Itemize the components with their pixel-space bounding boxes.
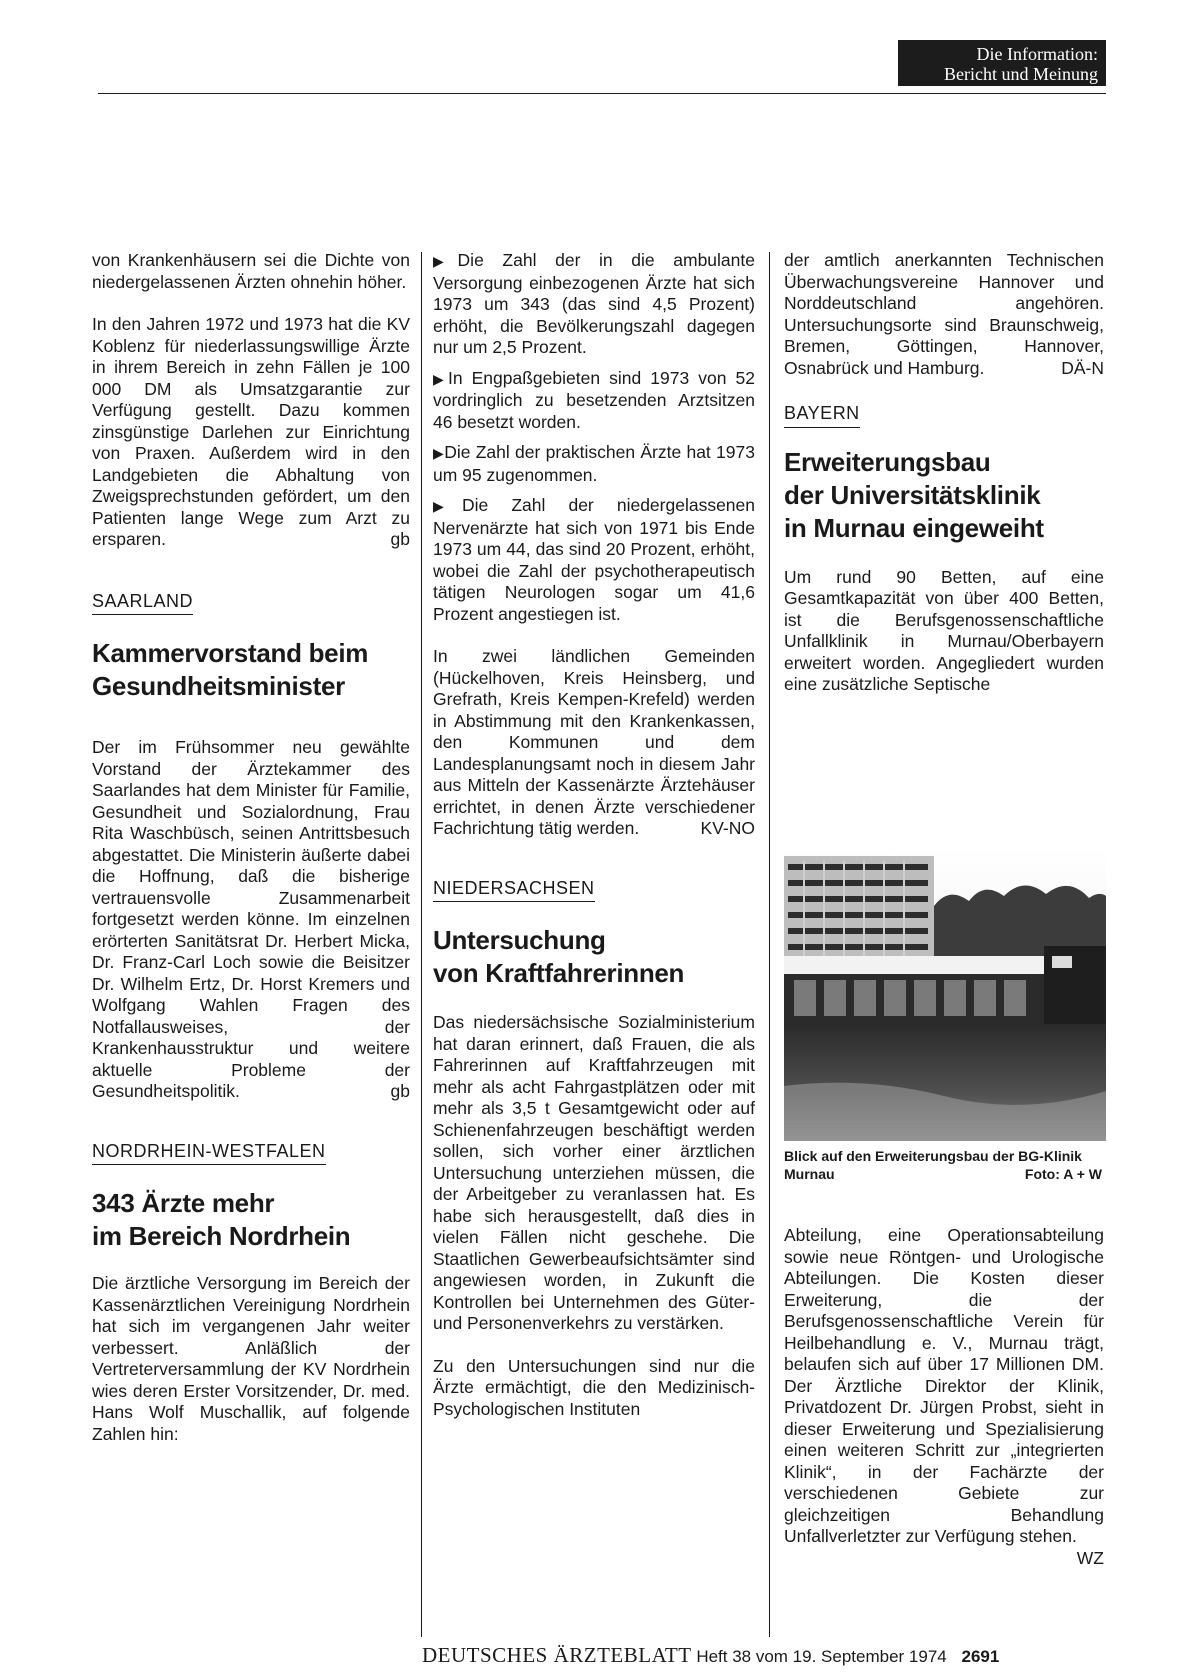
paragraph-text: Der im Frühsommer neu gewählte Vorstand der Ärztekammer des Saarlandes hat dem Minister für Familie, Gesundheit und Sozialordnung, Frau Rita Waschbüsch, seinen Antrittsbesuch abgestattet. Die Ministerin äußerte dabei die Hoffnung, daß die bisherige vertrauensvolle Zusammenarbeit fortgesetzt werden könne. Im einzelnen erörterten Sanitätsrat Dr. Herbert Micka, Dr. Franz-Carl Loch sowie die Beisitzer Dr. Wilhelm Ertz, Dr. Horst Kremers und Wolfgang Wahlen Fragen des Notfallausweises, der Krankenhausstruktur und weitere aktuelle Probleme der Gesundheitspolitik.: [92, 737, 410, 1101]
bullet-text: Die Zahl der praktischen Ärzte hat 1973 um 95 zugenommen.: [433, 442, 755, 485]
headline-line: der Universitätsklinik: [784, 479, 1041, 510]
article-paragraph: Die ärztliche Versorgung im Bereich der Kassenärztlichen Vereinigung Nordrhein hat sich im vergangenen Jahr weiter verbessert. Anläßlich der Vertreterversammlung der KV Nordrhein wies deren Erster Vorsitzender, Dr. med. Hans Wolf Muschallik, auf folgende Zahlen hin:: [92, 1273, 410, 1444]
headline-343-aerzte: [92, 1187, 410, 1253]
caption-text: Blick auf den Erweiterungsbau der BG-Klinik Murnau: [784, 1148, 1082, 1182]
column-3: [784, 250, 1104, 696]
headline-untersuchung: [433, 924, 755, 990]
headline-line: Erweiterungsbau: [784, 446, 991, 477]
header-line-1: Die Information:: [976, 44, 1098, 64]
page-number: 2691: [961, 1647, 1000, 1666]
triangle-bullet-icon: ▶: [433, 253, 458, 269]
headline-line: Gesundheitsminister: [92, 671, 345, 701]
paragraph-text: In den Jahren 1972 und 1973 hat die KV Koblenz für niederlassungswillige Ärzte in ihrem Bereich in zehn Fällen je 100 000 DM als Umsatzgarantie zur Verfügung gestellt. Dazu kommen zinsgünstige Darlehen zur Einrichtung von Praxen. Außerdem wird in den Landgebieten die Abhaltung von Zweigsprechstunden gefördert, um den Patienten lange Wege zum Arzt zu ersparen.: [92, 314, 410, 549]
paragraph-text: In zwei ländlichen Gemeinden (Hückelhoven, Kreis Heinsberg, und Grefrath, Kreis Kempen-Krefeld) werden in Abstimmung mit den Krankenkassen, den Kommunen und dem Landesplanungsamt noch in diesem Jahr aus Mitteln der Kassenärzte Ärztehäuser errichtet, in denen Ärzte verschiedener Fachrichtung tätig werden.: [433, 646, 755, 838]
article-paragraph: [92, 737, 410, 1103]
issue-info: Heft 38 vom 19. September 1974: [696, 1647, 947, 1666]
column-1: [92, 250, 410, 1445]
column-2: [433, 250, 755, 1420]
article-paragraph: Zu den Untersuchungen sind nur die Ärzte ermächtigt, die den Medizinisch-Psychologischen Instituten: [433, 1355, 755, 1419]
photo-caption: [784, 1147, 1102, 1183]
section-label-bayern: BAYERN: [784, 403, 860, 428]
section-header-badge: [898, 40, 1106, 86]
section-label-saarland: SAARLAND: [92, 591, 193, 616]
headline-line: Untersuchung: [433, 925, 606, 955]
headline-erweiterungsbau: [784, 446, 1104, 545]
triangle-bullet-icon: ▶: [433, 445, 445, 461]
bullet-item: [433, 250, 755, 359]
bullet-text: Die Zahl der niedergelassenen Nervenärzte hat sich von 1971 bis Ende 1973 um 44, das sind 20 Prozent, erhöht, wobei die Zahl der psychotherapeutisch tätigen Neurologen sogar um 41,6 Prozent angestiegen ist.: [433, 495, 755, 624]
author-signature: WZ: [1076, 1547, 1104, 1568]
header-line-2: Bericht und Meinung: [944, 64, 1098, 84]
article-paragraph: [784, 1225, 1104, 1568]
article-paragraph: Das niedersächsische Sozialministerium hat daran erinnert, daß Frauen, die als Fahrerinnen auf Kraftfahrzeugen mit mehr als acht Fahrgastplätzen oder mit mehr als 3,5 t Gesamtgewicht oder auf Schienenfahrzeugen beschäftigt werden sollen, sich vorher einer ärztlichen Untersuchung unterziehen müssen, die der Arbeitgeber zu veranlassen hat. Es habe sich herausgestellt, daß dies in vielen Fällen nicht geschehe. Die Staatlichen Gewerbeaufsichtsämter sind angewiesen worden, in Zukunft die Kontrollen bei Unternehmen des Güter- und Personenverkehrs zu verstärken.: [433, 1012, 755, 1333]
clinic-building-photo: [784, 846, 1106, 1141]
paragraph-text: Abteilung, eine Operationsabteilung sowie neue Röntgen- und Urologische Abteilungen. Die Kosten dieser Erweiterung, die der Berufsgenossenschaftliche Verein für Heilbehandlung e. V., Murnau trägt, belaufen sich auf über 17 Millionen DM. Der Ärztliche Direktor der Klinik, Privatdozent Dr. Jürgen Probst, sieht in dieser Erweiterung und Spezialisierung einen weiteren Schritt zur „integrierten Klinik“, in der Fachärzte der verschiedenen Gebiete zur gleichzeitigen Behandlung Unfallverletzter zur Verfügung stehen.: [784, 1225, 1104, 1546]
bullet-text: Die Zahl der in die ambulante Versorgung einbezogenen Ärzte hat sich 1973 um 343 (das sind 4,5 Prozent) erhöht, die Bevölkerungszahl dagegen nur um 2,5 Prozent.: [433, 250, 755, 357]
headline-line: von Kraftfahrerinnen: [433, 958, 685, 988]
bullet-item: [433, 495, 755, 625]
column-divider-2: [769, 252, 770, 1637]
headline-line: im Bereich Nordrhein: [92, 1221, 351, 1251]
bullet-item: [433, 442, 755, 486]
column-divider-1: [421, 252, 422, 1637]
photo-credit: Foto: A + W: [1024, 1166, 1102, 1182]
bullet-text: In Engpaßgebieten sind 1973 von 52 vordringlich zu besetzenden Arztsitzen 46 besetzt worden.: [433, 367, 755, 432]
magazine-title: DEUTSCHES ÄRZTEBLATT: [422, 1643, 692, 1667]
headline-line: 343 Ärzte mehr: [92, 1188, 275, 1218]
article-paragraph: [92, 314, 410, 551]
article-paragraph: von Krankenhäusern sei die Dichte von niedergelassenen Ärzten ohnehin höher.: [92, 250, 410, 292]
section-label-niedersachsen: NIEDERSACHSEN: [433, 878, 595, 903]
triangle-bullet-icon: ▶: [433, 370, 448, 387]
author-signature: KV-NO: [700, 818, 755, 838]
headline-line: Kammervorstand beim: [92, 638, 369, 668]
headline-kammervorstand: [92, 637, 410, 703]
author-signature: gb: [390, 529, 410, 549]
paragraph-text: der amtlich anerkannten Technischen Überwachungsvereine Hannover und Norddeutschland angehören. Untersuchungsorte sind Braunschweig, Bremen, Göttingen, Hannover, Osnabrück und Hamburg.: [784, 250, 1104, 378]
section-label-nordrhein-westfalen: NORDRHEIN-WESTFALEN: [92, 1141, 326, 1166]
triangle-bullet-icon: ▶: [433, 498, 462, 514]
article-paragraph: [433, 646, 755, 840]
header-rule: [98, 93, 1106, 94]
article-paragraph: Um rund 90 Betten, auf eine Gesamtkapazität von über 400 Betten, ist die Berufsgenossenschaftliche Unfallklinik in Murnau/Oberbayern erweitert worden. Angegliedert wurden eine zusätzliche Septische: [784, 566, 1104, 694]
headline-line: in Murnau eingeweiht: [784, 512, 1044, 543]
bullet-item: [433, 368, 755, 434]
page-footer: [422, 1643, 1112, 1667]
author-signature: DÄ-N: [1061, 357, 1104, 378]
author-signature: gb: [390, 1081, 410, 1101]
article-paragraph: [784, 250, 1104, 379]
column-3-continued: [784, 1225, 1104, 1569]
